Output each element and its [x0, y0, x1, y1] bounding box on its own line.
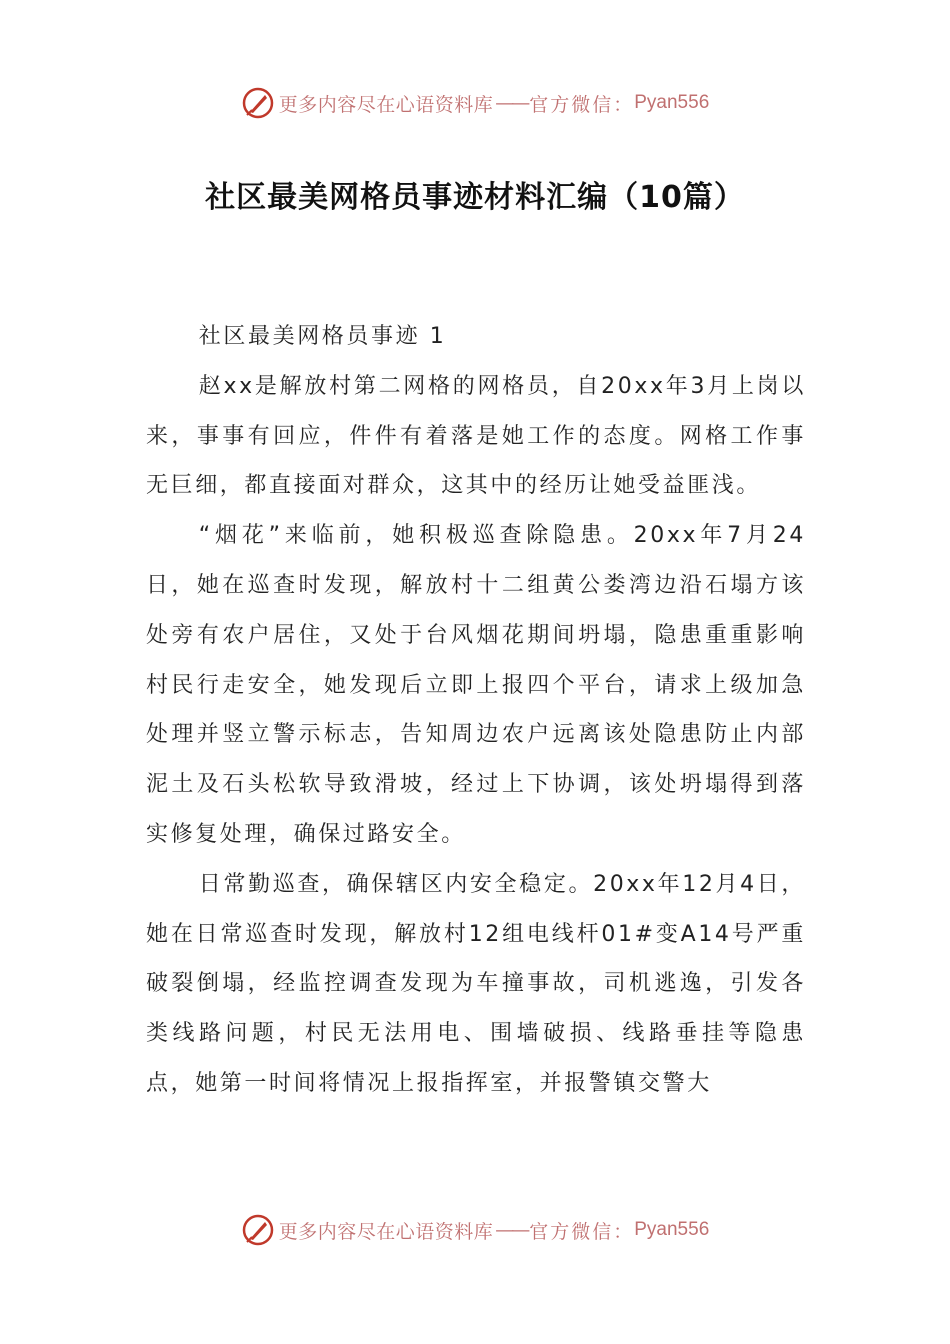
section-heading: 社区最美网格员事迹 1 — [198, 324, 447, 349]
paragraph: 赵xx是解放村第二网格的网格员，自20xx年3月上岗以来，事事有回应，件件有着落是她工作的态度。网格工作事无巨细，都直接面对群众，这其中的经历让她受益匪浅。 — [146, 373, 806, 499]
footer-watermark — [0, 1210, 950, 1250]
footer-dash: —— — [495, 1219, 528, 1241]
header-brand-text: 更多内容尽在心语资料库 — [278, 93, 494, 116]
paragraph: 日常勤巡查，确保辖区内安全稳定。20xx年12月4日，她在日常巡查时发现，解放村12组电线杆01#变A14号严重破裂倒塌，经监控调查发现为车撞事故，司机逃逸，引发各类线路问题，村民无法用电、围墙破损、线路垂挂等隐患点，她第一时间将情况上报指挥室，并报警镇交警大 — [146, 871, 806, 1096]
header-dash: —— — [495, 92, 528, 114]
header-wechat-id: Pyan556 — [634, 92, 710, 113]
header-wechat-label: 官方微信： — [529, 93, 635, 116]
footer-brand-text: 更多内容尽在心语资料库 — [278, 1220, 494, 1243]
quill-logo-icon — [241, 86, 275, 120]
document-title: 社区最美网格员事迹材料汇编（10篇） — [205, 180, 745, 215]
header-watermark — [0, 83, 950, 123]
footer-wechat-id: Pyan556 — [634, 1219, 710, 1240]
paragraph: “烟花”来临前，她积极巡查除隐患。20xx年7月24日，她在巡查时发现，解放村十二组黄公娄湾边沿石塌方该处旁有农户居住，又处于台风烟花期间坍塌，隐患重重影响村民行走安全，她发现后立即上报四个平台，请求上级加急处理并竖立警示标志，告知周边农户远离该处隐患防止内部泥土及石头松软导致滑坡，经过上下协调，该处坍塌得到落实修复处理，确保过路安全。 — [146, 523, 806, 847]
quill-logo-icon — [241, 1213, 275, 1247]
document-body — [146, 312, 806, 1109]
footer-wechat-label: 官方微信： — [529, 1220, 635, 1243]
